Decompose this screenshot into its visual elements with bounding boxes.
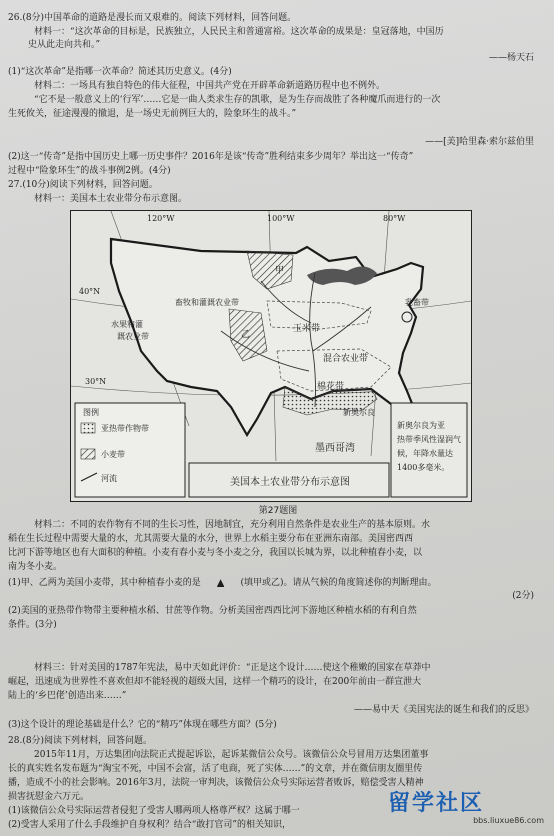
lat-label-30: 30°N [85,377,107,386]
climate-note-line1: 新奥尔良为亚 [397,421,445,430]
legend-title: 图例 [83,408,99,417]
q28-question2: (2)受害人采用了什么手段维护自身权利？结合“敢打官司”的相关知识， [8,820,291,830]
legend-river: 河流 [101,474,117,483]
q27-question1-part1: (1)甲、乙两为美国小麦带，其中种植春小麦的是 [8,578,201,588]
answer-blank-triangle: ▲ [217,578,225,588]
label-corn-belt: 玉米带 [293,324,321,334]
map-title: 美国本土农业带分布示意图 [230,477,350,488]
lon-label-100: 100°W [267,214,295,223]
q27-material3-line3: 陆上的‘乡巴佬’创造出来……” [8,691,127,701]
q27-question2-line1: (2)美国的亚热带作物带主要种植水稻、甘蔗等作物。分析美国密西西比河下游地区种植水稻的有利自然 [8,606,417,616]
q26-material1-line2: 史从此走向共和。” [28,40,101,50]
lon-label-80: 80°W [383,214,406,223]
q26-material2-source: ——[美]哈里森·索尔兹伯里 [425,137,534,147]
q27-question1-part2: (填甲或乙)。请从气候的角度简述你的判断理由。 [240,578,437,588]
q28-header: 28.(8分)阅读下列材料，回答问题。 [8,736,153,746]
q26-question2-line1: (2)这一“传奇”是指中国历史上哪一历史事件？2016年是该“传奇”胜利结束多少周年？举出这一“传奇” [8,152,414,162]
q26-material2-line1: 材料二：一场具有独自特色的伟大征程，中国共产党在开辟革命新道路历程中也不例外。 [34,81,386,91]
q28-material-line1: 2015年11月，万达集团向法院正式提起诉讼，起诉某微信公众号。该微信公众号冒用万达集团董事 [34,750,429,760]
q27-question1-score: (2分) [512,591,534,601]
label-ranch-belt: 畜牧和灌溉农业带 [175,298,239,307]
q27-material2-line2: 稻在生长过程中需要大量的水，尤其需要大量的水分，世界上水稻主要分布在亚洲东南部。美国密西西 [8,534,414,544]
lon-label-120: 120°W [147,214,175,223]
label-dairy-belt: 乳畜带 [405,298,429,307]
q27-material2-line3: 比河下游等地区也有大面积的种植。小麦有春小麦与冬小麦之分，我国以长城为界，以北种植春小麦，以 [8,548,423,558]
q26-header: 26.(8分)中国革命的道路是漫长而又艰难的。阅读下列材料，回答问题。 [8,13,297,23]
legend-wheat: 小麦带 [101,450,125,459]
legend-subtropical: 亚热带作物带 [101,424,149,433]
q27-material2-line4: 南为冬小麦。 [8,562,63,572]
climate-note-line2: 热带季风性湿润气 [397,435,461,444]
label-cotton-belt: 棉花带 [317,382,345,392]
q27-question1 [8,577,548,589]
us-agriculture-map [70,210,472,502]
label-yi: 乙 [241,330,251,340]
label-fruit-belt-1: 水果和灌 [111,320,143,329]
figure-caption: 第27题图 [258,506,298,516]
q28-material-line3: 播，造成不小的社会影响。2016年3月，法院一审判决，该微信公众号实际运营者败诉，赔偿受害人精神 [8,778,424,788]
q26-question1: (1)“这次革命”是指哪一次革命？简述其历史意义。(4分) [8,67,232,77]
label-new-orleans: 新奥尔良 [343,408,375,417]
climate-note-line4: 1400多毫米。 [397,463,450,472]
q26-material1-line1: 材料一：“这次革命的目标是，民族独立，人民民主和普通富裕。这次革命的成果是：皇冠落地，中国历 [34,27,444,37]
q28-material-line2: 长的真实姓名发布题为“淘宝不死，中国不会富，活了电商，死了实体……”的文章，并在微信朋友圈里传 [8,764,423,774]
q27-material2-line1: 材料二：不同的农作物有不同的生长习性，因地制宜，充分利用自然条件是农业生产的基本原则。水 [34,520,431,530]
label-fruit-belt-2: 溉农业带 [117,332,149,341]
q28-question1: (1)该微信公众号实际运营者侵犯了受害人哪两项人格尊严权？这属于哪一 [8,806,300,816]
q27-header: 27.(10分)阅读下列材料，回答问题。 [8,180,158,190]
label-gulf-of-mexico: 墨西哥湾 [315,443,355,454]
label-mixed-belt: 混合农业带 [323,354,369,364]
q27-material3-line2: 崛起，迅速成为世界性不喜欢但却不能轻视的超级大国，这样一个精巧的设计，在200年前由一群宣泄大 [8,677,422,687]
q26-material1-source: ——杨天石 [488,53,534,63]
q26-material2-line3: 生死攸关，征途漫漫的撤退，是一场史无前例巨大的，险象环生的战斗。” [8,109,297,119]
watermark-logo-text: 留学社区 [388,791,485,816]
q27-material3-line1: 材料三：针对美国的1787年宪法，易中天如此评价：“正是这个设计……使这个稚嫩的国家在草莽中 [34,663,431,673]
q26-question2-line2: 过程中“险象环生”的战斗事例2例。(4分) [8,166,171,176]
climate-note-line3: 候，年降水量达 [397,449,453,458]
q27-material3-source: ——易中天《美国宪法的诞生和我们的反思》 [353,705,534,715]
climate-note [397,419,461,475]
q27-question2-line2: 条件。(3分) [8,620,57,630]
exam-page [8,0,548,836]
label-jia: 甲 [275,266,285,276]
site-watermark [388,792,548,832]
q26-material2-line2: “它不是一般意义上的‘行军’……它是一曲人类求生存的凯歌，是为生存而战胜了各种魔爪而进行的一次 [34,95,441,105]
lat-label-40: 40°N [79,287,101,296]
q27-material1-intro: 材料一：美国本土农业带分布示意图。 [34,194,188,204]
q28-material-line4: 损害抚慰金六万元。 [8,792,90,802]
q27-question3: (3)这个设计的理论基础是什么？它的“精巧”体现在哪些方面？(5分) [8,720,277,730]
watermark-url: bbs.liuxue86.com [473,816,544,825]
